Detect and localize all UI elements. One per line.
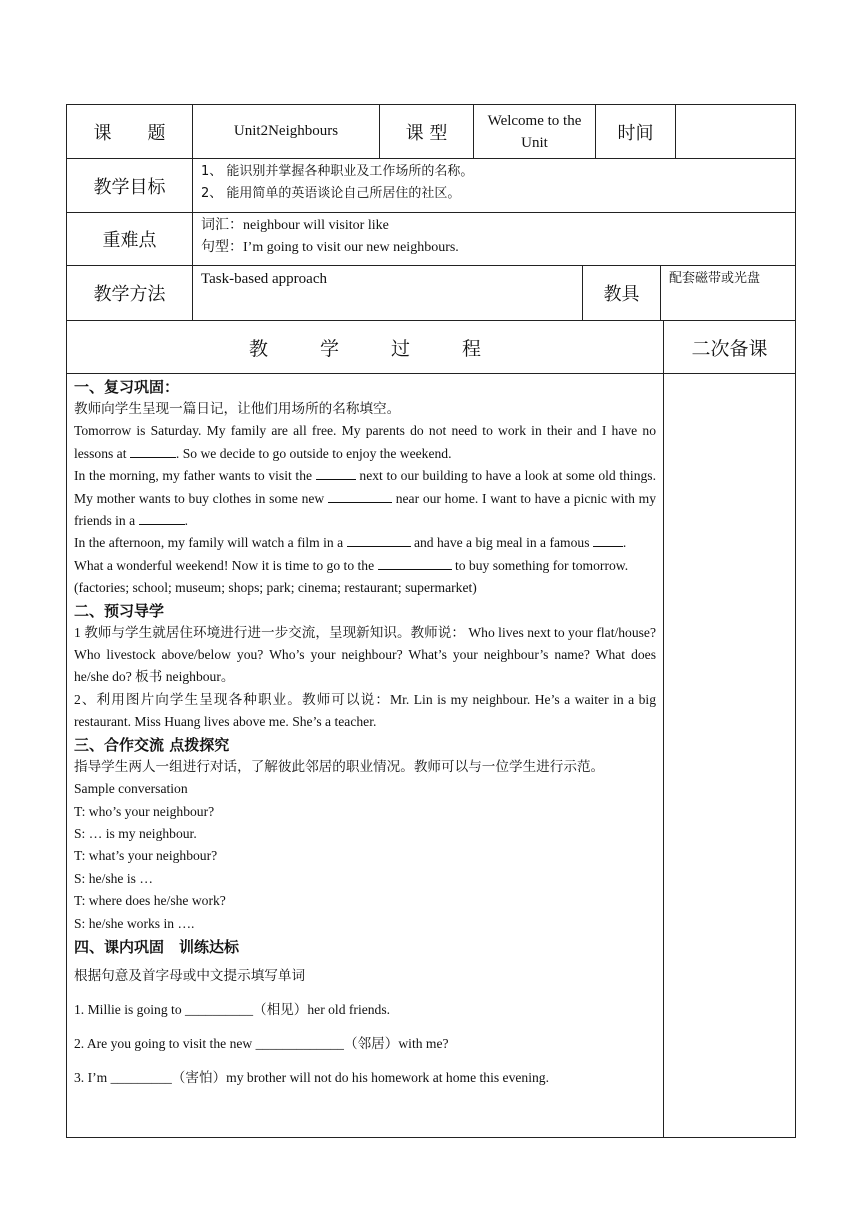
s2-paragraph-2: 2、利用图片向学生呈现各种职业。教师可以说：Mr. Lin is my neighbour. He’s a waiter in a big restaurant. Miss Huang lives above me. She’s a teacher. (74, 691, 656, 730)
goal-2: 2、 能用简单的英语谈论自己所居住的社区。 (201, 186, 461, 201)
dialog-line: S: he/she works in …. (74, 915, 195, 931)
exercise-2: 2. Are you going to visit the new _____________（邻居）with me? (74, 1035, 449, 1051)
tools-value: 配套磁带或光盘 (661, 266, 796, 321)
blank-2 (316, 465, 356, 480)
exercise-3: 3. I’m _________（害怕）my brother will not do his homework at home this evening. (74, 1069, 549, 1085)
dialog-line: Sample conversation (74, 781, 188, 797)
goals-label: 教学目标 (67, 159, 193, 213)
s1-options: (factories; school; museum; shops; park; cinema; restaurant; supermarket) (74, 580, 477, 596)
type-value: Welcome to the Unit (474, 105, 596, 159)
course-value: Unit2Neighbours (193, 105, 380, 159)
key-vocab: 词汇：neighbour will visitor like (201, 218, 389, 233)
lesson-plan-sheet (66, 104, 795, 1138)
blank-3 (328, 488, 392, 503)
info-row-course (66, 104, 796, 159)
dialog-line: T: where does he/she work? (74, 893, 226, 909)
type-label: 课 型 (380, 105, 474, 159)
method-label: 教学方法 (67, 266, 193, 321)
blank-7 (378, 555, 452, 570)
process-title-char: 程 (462, 337, 482, 360)
dialog-line: T: what’s your neighbour? (74, 848, 218, 864)
key-pattern: 句型：I’m going to visit our new neighbours. (201, 240, 459, 255)
goals-cell (193, 159, 796, 213)
s1-paragraph-4: What a wonderful weekend! Now it is time to go to the to buy something for tomorrow. (74, 555, 656, 577)
tools-label: 教具 (583, 266, 661, 321)
s4-intro: 根据句意及首字母或中文提示填写单词 (74, 967, 306, 983)
second-prep-cell (664, 374, 796, 1138)
process-title-char: 教 (248, 337, 268, 360)
section-4-title: 四、课内巩固 训练达标 (74, 937, 240, 956)
method-value: Task-based approach (193, 266, 583, 321)
process-title (67, 321, 664, 374)
exercise-1: 1. Millie is going to __________（相见）her old friends. (74, 1001, 391, 1017)
s2-paragraph-1: 1 教师与学生就居住环境进行进一步交流，呈现新知识。教师说： Who lives next to your flat/house? Who livestock above/below you? Who’s your neighbour? What’s your neighbour’s name? What does he/she do? 板书 neighbour。 (74, 624, 656, 685)
blank-4 (139, 510, 185, 525)
course-label: 课 题 (67, 105, 193, 159)
s1-paragraph-3: In the afternoon, my family will watch a film in a and have a big meal in a famous . (74, 532, 656, 554)
dialog-line: T: who’s your neighbour? (74, 803, 215, 819)
process-title-char: 过 (391, 337, 411, 360)
section-1-title: 一、复习巩固： (74, 378, 180, 396)
dialog-line: S: … is my neighbour. (74, 825, 197, 841)
blank-5 (347, 532, 411, 547)
second-prep-header: 二次备课 (664, 321, 796, 374)
key-cell (193, 213, 796, 266)
blank-6 (593, 532, 623, 547)
info-rows-goals (66, 158, 796, 266)
process-table (66, 320, 796, 1138)
blank-1 (130, 443, 176, 458)
section-2-title: 二、预习导学 (74, 601, 165, 620)
process-title-char: 学 (319, 337, 339, 360)
s1-paragraph-1: Tomorrow is Saturday. My family are all free. My parents do not need to work in their and I have no lessons at . So we decide to go outside to enjoy the weekend. (74, 423, 656, 461)
process-content (67, 374, 664, 1138)
time-label: 时间 (596, 105, 676, 159)
s3-intro: 指导学生两人一组进行对话，了解彼此邻居的职业情况。教师可以与一位学生进行示范。 (74, 758, 605, 774)
time-value (676, 105, 796, 159)
info-row-method (66, 265, 796, 321)
key-label: 重难点 (67, 213, 193, 266)
s1-intro: 教师向学生呈现一篇日记，让他们用场所的名称填空。 (74, 401, 401, 416)
s1-paragraph-2: In the morning, my father wants to visit the next to our building to have a look at some old things. My mother wants to buy clothes in some new near our home. I want to have a picnic with my friends in a . (74, 465, 656, 532)
goal-1: 1、 能识别并掌握各种职业及工作场所的名称。 (201, 164, 474, 179)
dialog-line: S: he/she is … (74, 870, 153, 886)
section-3-title: 三、合作交流 点拨探究 (74, 735, 230, 754)
